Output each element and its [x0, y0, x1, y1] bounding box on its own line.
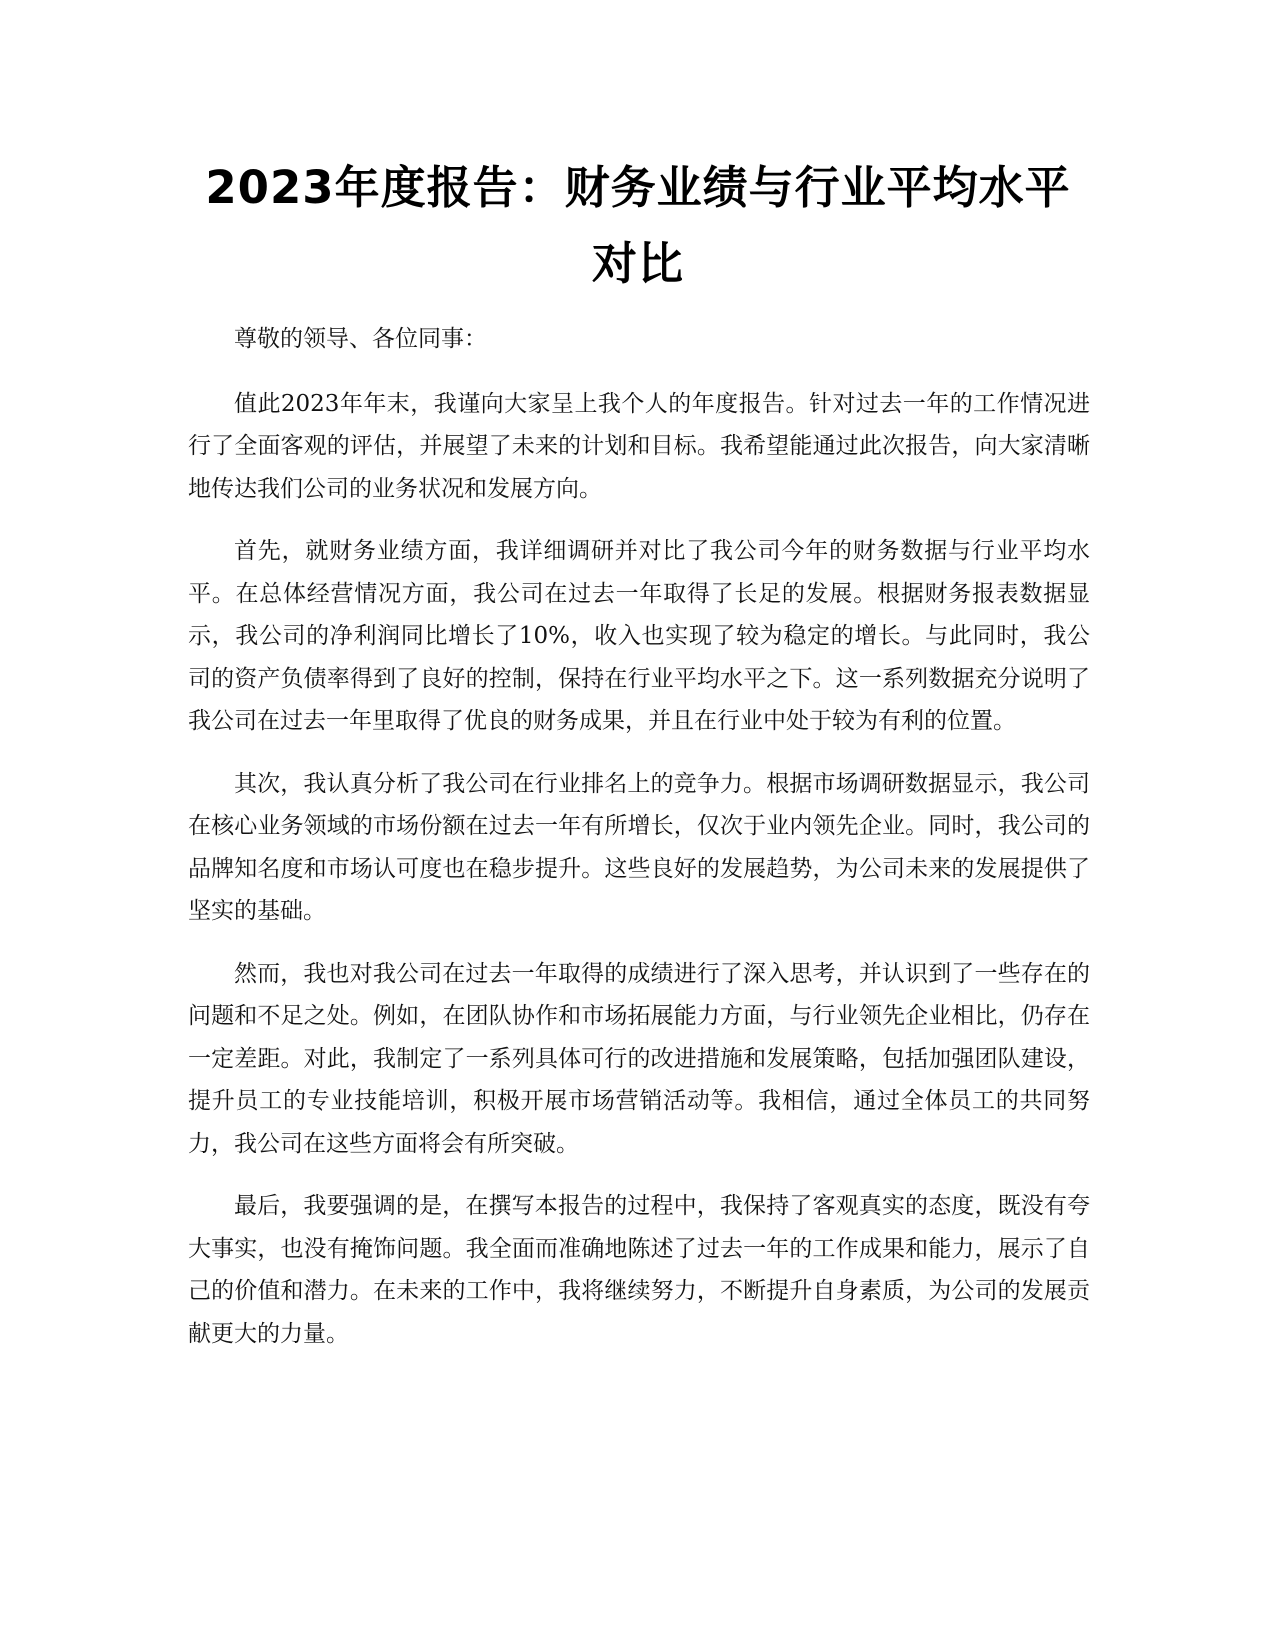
competitiveness-paragraph: 其次，我认真分析了我公司在行业排名上的竞争力。根据市场调研数据显示，我公司在核心业务领域的市场份额在过去一年有所增长，仅次于业内领先企业。同时，我公司的品牌知名度和市场认可度也在稳步提升。这些良好的发展趋势，为公司未来的发展提供了坚实的基础。 [188, 770, 1090, 924]
document-title: 2023年度报告：财务业绩与行业平均水平对比 [205, 161, 1071, 290]
intro-paragraph: 值此2023年年末，我谨向大家呈上我个人的年度报告。针对过去一年的工作情况进行了全面客观的评估，并展望了未来的计划和目标。我希望能通过此次报告，向大家清晰地传达我们公司的业务状况和发展方向。 [188, 390, 1090, 502]
salutation-paragraph: 尊敬的领导、各位同事： [234, 326, 487, 352]
conclusion-paragraph: 最后，我要强调的是，在撰写本报告的过程中，我保持了客观真实的态度，既没有夸大事实，也没有掩饰问题。我全面而准确地陈述了过去一年的工作成果和能力，展示了自己的价值和潜力。在未来的工作中，我将继续努力，不断提升自身素质，为公司的发展贡献更大的力量。 [188, 1193, 1090, 1347]
problems-paragraph: 然而，我也对我公司在过去一年取得的成绩进行了深入思考，并认识到了一些存在的问题和不足之处。例如，在团队协作和市场拓展能力方面，与行业领先企业相比，仍存在一定差距。对此，我制定了一系列具体可行的改进措施和发展策略，包括加强团队建设，提升员工的专业技能培训，积极开展市场营销活动等。我相信，通过全体员工的共同努力，我公司在这些方面将会有所突破。 [188, 960, 1090, 1157]
financial-performance-paragraph: 首先，就财务业绩方面，我详细调研并对比了我公司今年的财务数据与行业平均水平。在总体经营情况方面，我公司在过去一年取得了长足的发展。根据财务报表数据显示，我公司的净利润同比增长了10%，收入也实现了较为稳定的增长。与此同时，我公司的资产负债率得到了良好的控制，保持在行业平均水平之下。这一系列数据充分说明了我公司在过去一年里取得了优良的财务成果，并且在行业中处于较为有利的位置。 [188, 538, 1090, 734]
document-body [188, 318, 1090, 1375]
